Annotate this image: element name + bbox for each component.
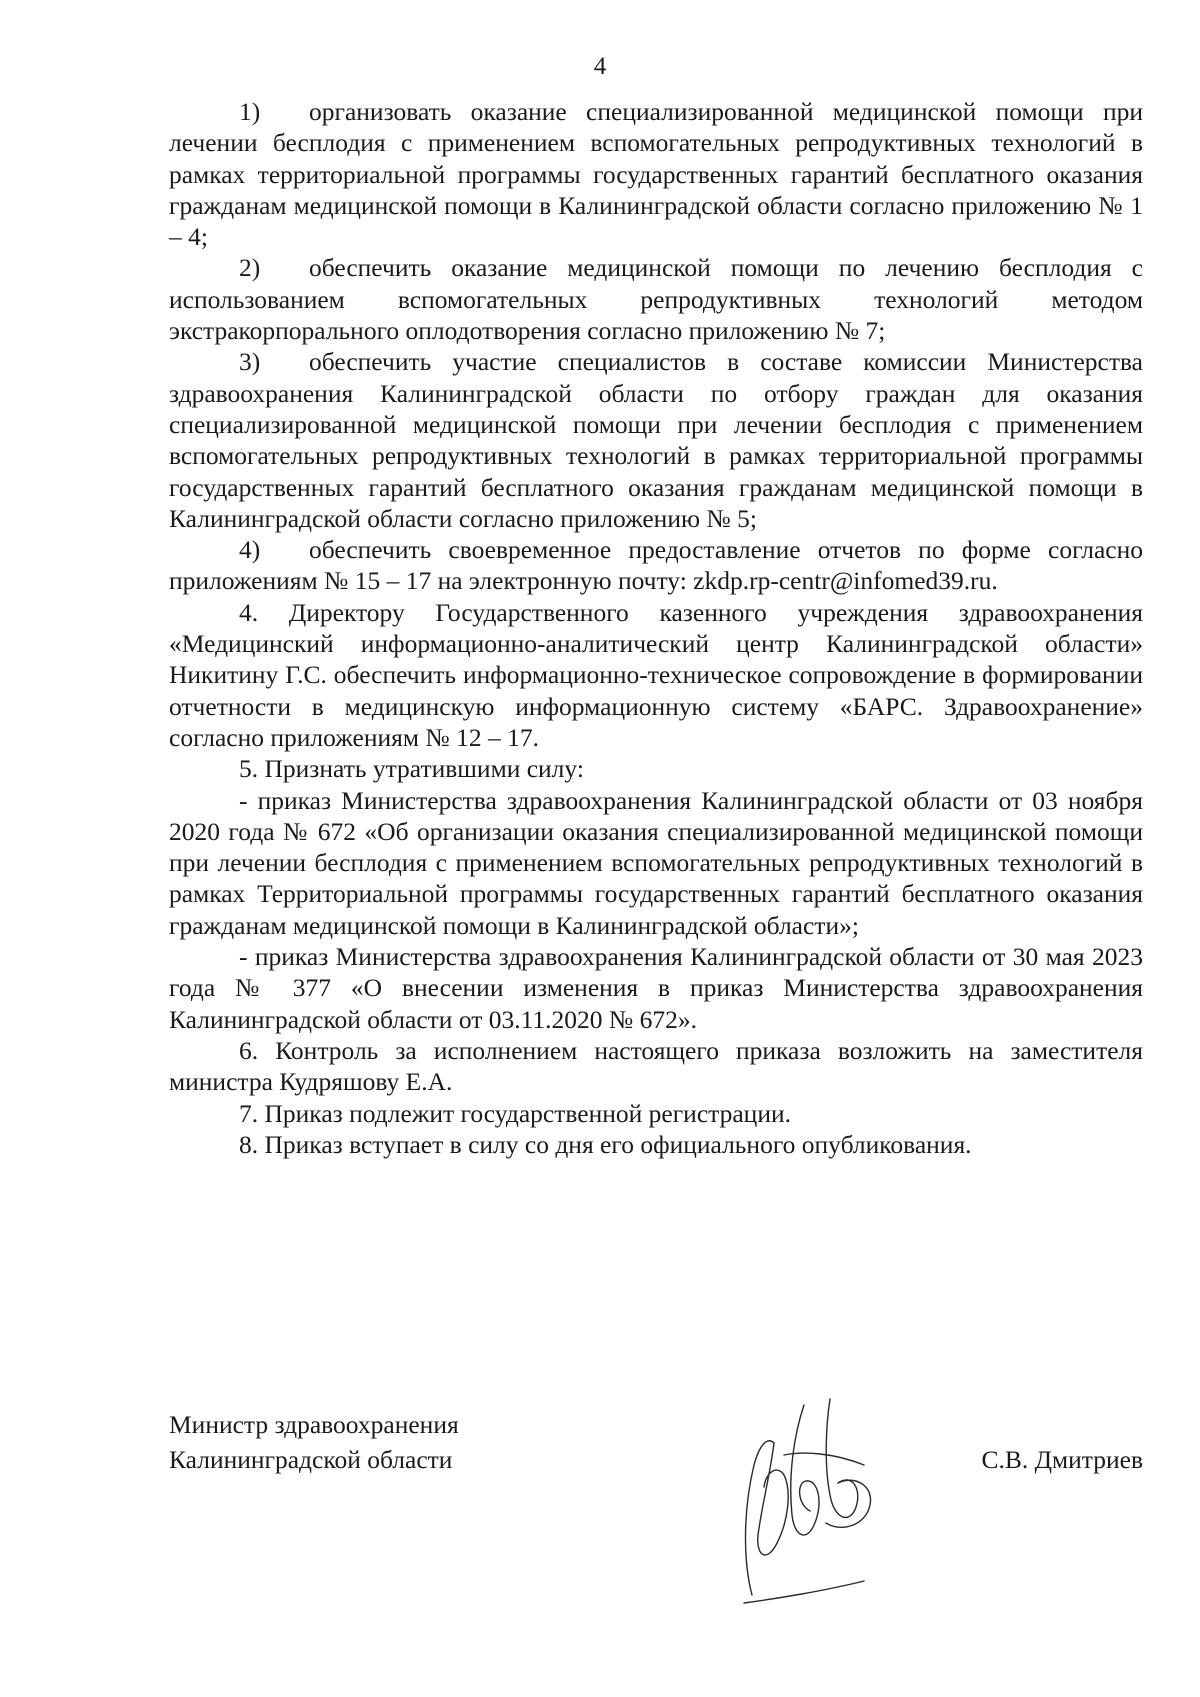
list-item-number: 2)	[239, 253, 261, 283]
clause-4: 4. Директору Государственного казенного учреждения здравоохранения «Медицинский информационно-аналитический центр Калининградской области» Никитину Г.С. обеспечить информационно-техническое сопровождение в формировании отчетности в медицинскую информационную систему «БАРС. Здравоохранение» согласно приложениям № 12 – 17.	[169, 597, 1143, 752]
clause-5: 5. Признать утратившими силу:	[239, 754, 584, 784]
list-item-4	[169, 534, 1143, 597]
signatory-title	[169, 1407, 589, 1477]
signatory-name: С.В. Дмитриев	[981, 1445, 1143, 1474]
handwritten-signature	[714, 1395, 894, 1605]
list-item-text: организовать оказание специализированной медицинской помощи при лечении бесплодия с применением вспомогательных репродуктивных технологий в рамках территориальной программы государственных гарантий бесплатного оказания гражданам медицинской помощи в Калининградской области согласно приложению № 1 – 4;	[169, 97, 1143, 252]
clause-7: 7. Приказ подлежит государственной регистрации.	[239, 1098, 791, 1128]
clause-5-item-2: - приказ Министерства здравоохранения Калининградской области от 30 мая 2023 года № 377 «О внесении изменения в приказ Министерства здравоохранения Калининградской области от 03.11.2020 № 672».	[169, 942, 1143, 1034]
list-item-3	[169, 346, 1143, 534]
signatory-title-line-2: Калининградской области	[169, 1445, 453, 1474]
list-item-number: 3)	[239, 347, 261, 377]
clause-6: 6. Контроль за исполнением настоящего приказа возложить на заместителя министра Кудряшову Е.А.	[169, 1035, 1143, 1097]
page-number: 4	[593, 53, 607, 80]
list-item-1	[169, 96, 1143, 252]
list-item-text: обеспечить своевременное предоставление отчетов по форме согласно приложениям № 15 – 17 на электронную почту: zkdp.rp-centr@infomed39.ru.	[169, 535, 1143, 596]
list-item-number: 4)	[239, 535, 261, 565]
clause-5-item-1: - приказ Министерства здравоохранения Калининградской области от 03 ноября 2020 года № 672 «Об организации оказания специализированной медицинской помощи при лечении бесплодия с применением вспомогательных репродуктивных технологий в рамках Территориальной программы государственных гарантий бесплатного оказания гражданам медицинской помощи в Калининградской области»;	[169, 785, 1143, 940]
list-item-text: обеспечить оказание медицинской помощи по лечению бесплодия с использованием вспомогательных репродуктивных технологий методом экстракорпорального оплодотворения согласно приложению № 7;	[169, 253, 1143, 346]
list-item-text: обеспечить участие специалистов в составе комиссии Министерства здравоохранения Калининградской области по отбору граждан для оказания специализированной медицинской помощи при лечении бесплодия с применением вспомогательных репродуктивных технологий в рамках территориальной программы государственных гарантий бесплатного оказания гражданам медицинской помощи в Калининградской области согласно приложению № 5;	[169, 347, 1143, 533]
list-item-number: 1)	[239, 97, 261, 126]
document-body	[169, 96, 1143, 1160]
signature-block	[169, 1407, 1143, 1667]
signatory-title-line-1: Министр здравоохранения	[169, 1410, 459, 1439]
list-item-2	[169, 252, 1143, 346]
clause-8: 8. Приказ вступает в силу со дня его официального опубликования.	[239, 1129, 972, 1159]
